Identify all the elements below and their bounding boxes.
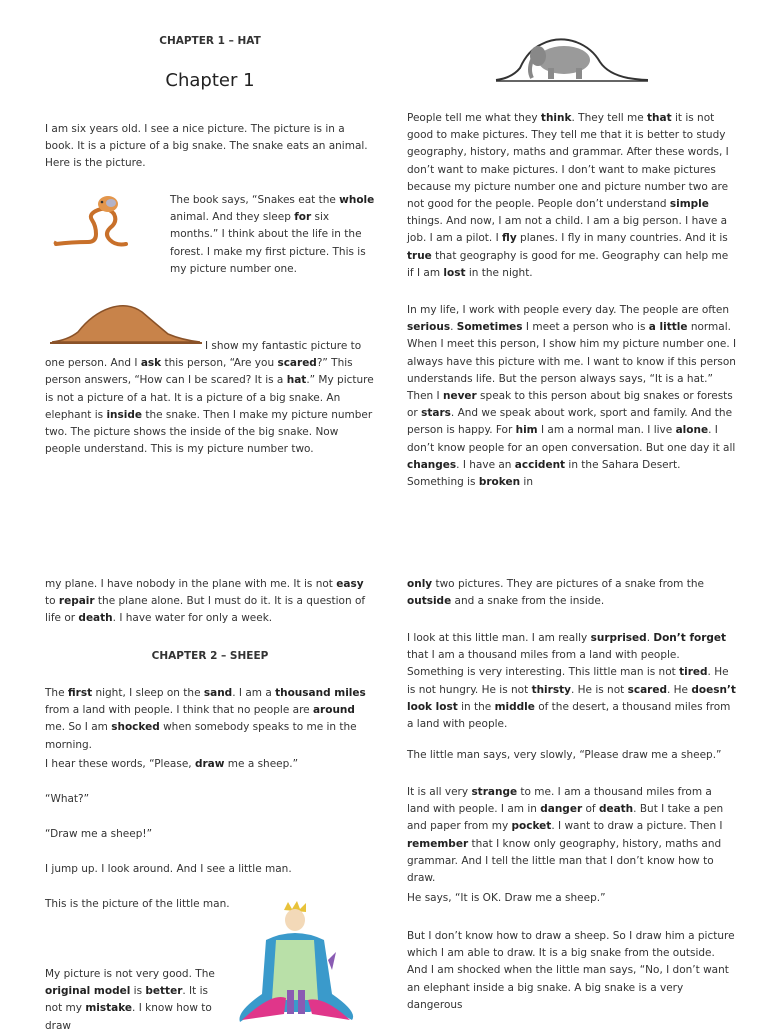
text: . I am a xyxy=(232,687,276,699)
bold-word: death xyxy=(78,612,113,625)
bold-word: strange xyxy=(471,786,518,798)
bold-word: hat xyxy=(286,374,307,387)
text: in the Sahara Desert. Something is xyxy=(407,458,681,489)
p2-left-paragraph-1 xyxy=(45,576,375,628)
text: the plane alone. But I must do it. It is a question of life or xyxy=(45,595,366,625)
text: that I know only geography, history, maths and grammar. And I tell the little man that I don’t know how to draw. xyxy=(407,837,722,885)
elephant-inside-snake-drawing xyxy=(492,34,652,86)
bold-word: around xyxy=(312,704,355,717)
text: things. And now, I am not a child. I am a big person. I have a job. I am a pilot. I xyxy=(407,215,728,245)
text: My picture is not very good. The xyxy=(45,968,215,980)
bold-word: simple xyxy=(669,198,709,211)
text: speak to this person about big snakes or forests or xyxy=(407,390,733,420)
text: and a snake from the inside. xyxy=(451,595,605,608)
bold-word: surprised xyxy=(590,632,647,644)
bold-word: doesn’t look lost xyxy=(407,683,736,713)
text: . I have an xyxy=(456,458,515,471)
text: . And we speak about work, sport and family. And the person is happy. For xyxy=(407,407,733,437)
bold-word: lost xyxy=(443,266,466,279)
bold-word: Don’t forget xyxy=(653,632,727,644)
bold-word: middle xyxy=(494,700,535,713)
text: . xyxy=(646,632,654,644)
text: animal. And they sleep xyxy=(170,211,295,224)
bold-word: easy xyxy=(336,578,364,590)
bold-word: stars xyxy=(421,407,451,420)
bold-word: him xyxy=(515,424,538,437)
text: . They tell me xyxy=(571,112,648,124)
text: . It is not my xyxy=(45,985,208,1015)
bold-word: outside xyxy=(407,595,452,608)
bold-word: remember xyxy=(407,837,469,850)
text: it is not good to make pictures. They tell me that it is better to study geography, history, maths and grammar. After these words, I don’t want to make pictures. I don’t want to make pictures because my picture number one and picture number two are not good for the people. People don’t understand xyxy=(407,112,729,211)
bold-word: serious xyxy=(407,321,451,334)
p2-left-paragraph-2 xyxy=(45,685,375,754)
bold-word: thirsty xyxy=(531,683,571,696)
text: I show my fantastic picture to one person. And I xyxy=(45,340,362,370)
bold-word: fly xyxy=(502,232,517,245)
text: night, I sleep on the xyxy=(92,687,204,699)
text: The book says, “Snakes eat the xyxy=(170,194,340,206)
text: that I am a thousand miles from a land with people. Something is very interesting. This little man is not xyxy=(407,649,680,679)
text: ?” This person answers, “How can I be scared? It is a xyxy=(45,357,353,387)
bold-word: ask xyxy=(140,357,162,370)
bold-word: shocked xyxy=(111,721,160,734)
text: . But I take a pen and paper from my xyxy=(407,803,724,833)
text: . xyxy=(450,321,457,334)
text: my plane. I have nobody in the plane with me. It is not xyxy=(45,578,337,590)
little-prince-drawing xyxy=(232,900,360,1024)
snake-eating-animal-drawing xyxy=(52,192,152,252)
bold-word: a little xyxy=(648,321,688,334)
text: me a sheep.” xyxy=(224,758,299,770)
text: . I know how to draw xyxy=(45,1002,212,1032)
p2-right-paragraph-5: He says, “It is OK. Draw me a sheep.” xyxy=(407,892,606,904)
bold-word: tired xyxy=(679,666,708,679)
bold-word: think xyxy=(540,112,572,124)
text: . I want to draw a picture. Then I xyxy=(551,820,723,833)
chapter-1-heading: CHAPTER 1 – HAT xyxy=(159,35,261,47)
text: It is all very xyxy=(407,786,472,798)
text: I look at this little man. I am really xyxy=(407,632,591,644)
text: . He is not hungry. He is not xyxy=(407,666,729,696)
text: when somebody speaks to me in the morning. xyxy=(45,721,357,751)
p2-left-paragraph-3 xyxy=(45,756,375,773)
p2-right-paragraph-1 xyxy=(407,576,737,610)
text: I am a normal man. I live xyxy=(537,424,676,437)
bold-word: danger xyxy=(540,803,583,816)
text: planes. I fly in many countries. And it is xyxy=(516,232,728,245)
bold-word: better xyxy=(145,985,183,998)
bold-word: alone xyxy=(675,424,709,437)
p1-left-paragraph-3 xyxy=(45,338,375,458)
text: . I don’t know people for an open conversation. But one day it all xyxy=(407,424,736,454)
text: People tell me what they xyxy=(407,112,541,124)
text: in the xyxy=(457,700,495,713)
text: .” My picture is not a picture of a hat. It is a picture of a big snake. An elephant is xyxy=(45,374,374,421)
text: . He xyxy=(666,683,692,696)
text: to xyxy=(45,595,59,608)
bold-word: Sometimes xyxy=(456,321,523,334)
p2-right-paragraph-4 xyxy=(407,784,737,887)
bold-word: pocket xyxy=(511,820,552,833)
p1-left-paragraph-2 xyxy=(170,192,375,278)
text: me. So I am xyxy=(45,721,112,734)
bold-word: only xyxy=(407,578,433,590)
text: from a land with people. I think that no people are xyxy=(45,704,313,717)
bold-word: inside xyxy=(106,408,142,421)
bold-word: changes xyxy=(407,458,457,471)
bold-word: scared xyxy=(277,357,317,370)
text: The xyxy=(45,687,68,699)
p2-right-paragraph-3: The little man says, very slowly, “Please draw me a sheep.” xyxy=(407,749,722,761)
bold-word: death xyxy=(598,803,634,816)
bold-word: whole xyxy=(339,194,375,206)
text: to me. I am a thousand miles from a land with people. I am in xyxy=(407,786,712,816)
bold-word: scared xyxy=(627,683,667,696)
bold-word: true xyxy=(407,249,432,262)
bold-word: thousand miles xyxy=(275,687,366,699)
text: In my life, I work with people every day. The people are often xyxy=(407,304,730,316)
text: I meet a person who is xyxy=(522,321,649,334)
p2-right-paragraph-2 xyxy=(407,630,737,733)
p2-left-paragraph-5: “Draw me a sheep!” xyxy=(45,828,153,840)
chapter-2-heading: CHAPTER 2 – SHEEP xyxy=(151,650,269,662)
bold-word: draw xyxy=(194,758,225,770)
bold-word: accident xyxy=(514,458,566,471)
text: of the desert, a thousand miles from a land with people. xyxy=(407,700,731,731)
p1-right-paragraph-2 xyxy=(407,302,737,491)
p1-right-paragraph-1 xyxy=(407,110,737,282)
text: this person, “Are you xyxy=(161,357,278,370)
text: the snake. Then I make my picture number two. The picture shows the inside of the big snake. Now people understand. This is my picture number two. xyxy=(45,408,373,456)
text: six months.” I think about the life in the forest. I make my first picture. This is my picture number one. xyxy=(170,211,366,275)
text: normal. When I meet this person, I show him my picture number one. I always have this picture with me. I want to know if this person understands life. But the person always says, “It is a hat.” Then I xyxy=(407,321,737,403)
text: that geography is good for me. Geography can help me if I am xyxy=(407,249,729,279)
text: of xyxy=(582,803,599,816)
bold-word: for xyxy=(294,211,312,224)
text: . He is not xyxy=(570,683,628,696)
bold-word: original model xyxy=(45,985,131,998)
text: I hear these words, “Please, xyxy=(45,758,195,770)
chapter-1-title: Chapter 1 xyxy=(165,70,255,91)
bold-word: mistake xyxy=(85,1002,133,1015)
bold-word: broken xyxy=(478,476,521,489)
text: two pictures. They are pictures of a snake from the xyxy=(432,578,704,590)
text: . I have water for only a week. xyxy=(112,612,273,625)
bold-word: first xyxy=(67,687,93,699)
bold-word: that xyxy=(647,112,672,124)
p2-left-paragraph-6: I jump up. I look around. And I see a little man. xyxy=(45,863,292,875)
text: in the night. xyxy=(465,266,533,279)
bold-word: never xyxy=(442,390,477,403)
bold-word: repair xyxy=(58,595,95,608)
bold-word: sand xyxy=(203,687,233,699)
text: in xyxy=(520,476,533,489)
p2-left-paragraph-7: This is the picture of the little man. xyxy=(45,898,230,910)
text: is xyxy=(130,985,146,998)
p2-left-paragraph-8 xyxy=(45,966,223,1035)
p1-left-paragraph-1: I am six years old. I see a nice picture. The picture is in a book. It is a picture of a big snake. The snake eats an animal. Here is the picture. xyxy=(45,123,368,170)
p2-left-paragraph-4: “What?” xyxy=(45,793,90,805)
p2-right-paragraph-6: But I don’t know how to draw a sheep. So I draw him a picture which I am able to draw. It is a big snake from the outside. And I am shocked when the little man says, “No, I don’t want an elephant inside a big snake. A big snake is a very dangerous xyxy=(407,930,735,1011)
